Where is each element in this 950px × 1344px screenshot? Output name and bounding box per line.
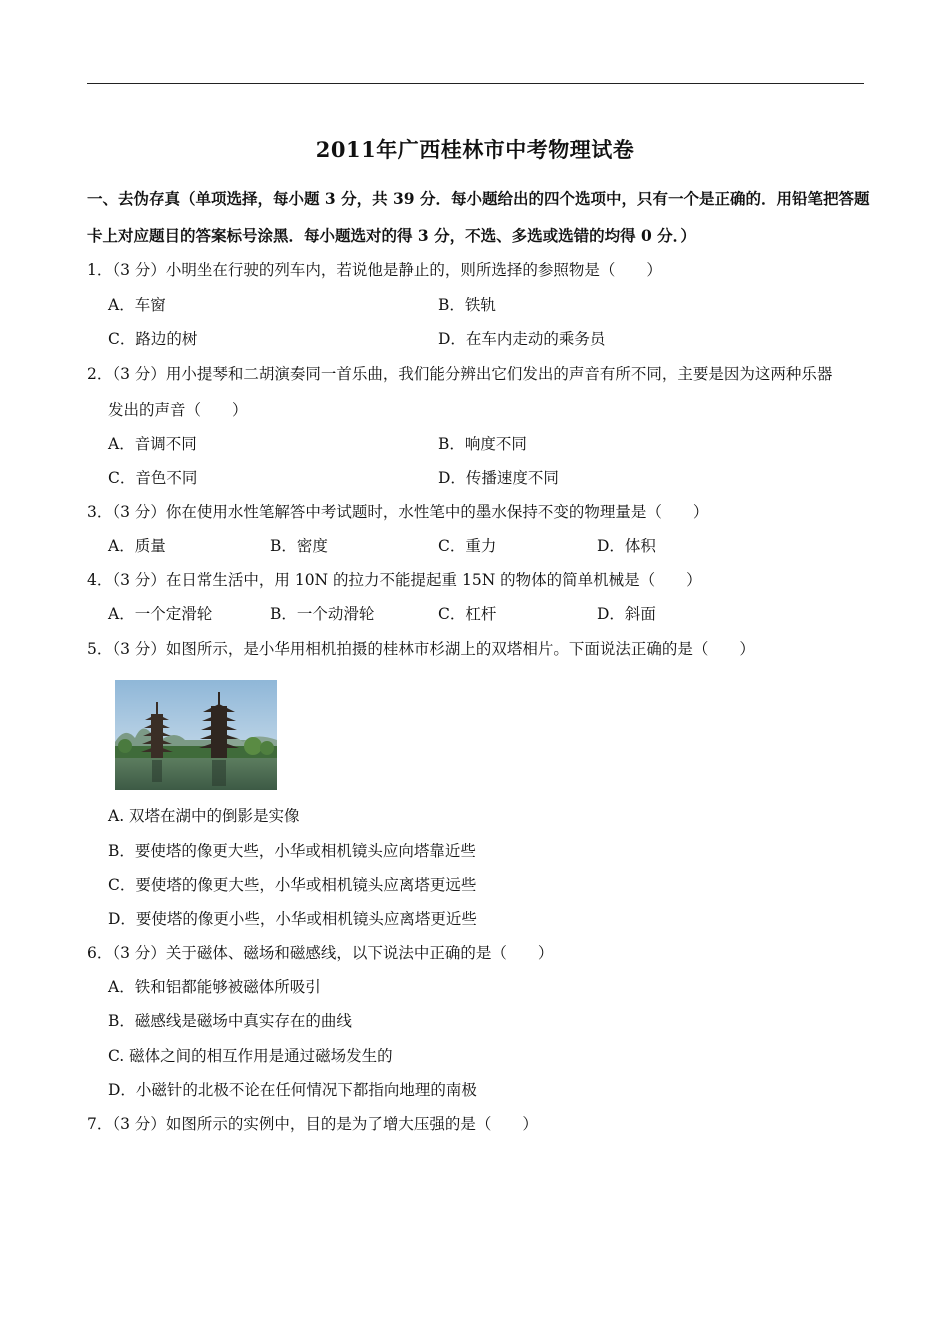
twin-pagoda-photo (115, 680, 277, 790)
question-2-stem-cont: 发出的声音（ ） (108, 401, 248, 419)
question-4-option-d: D．斜面 (597, 605, 656, 623)
question-2-option-d: D．传播速度不同 (438, 469, 559, 487)
question-3-option-c: C．重力 (438, 537, 497, 555)
question-5-stem: 5．（3 分）如图所示，是小华用相机拍摄的桂林市杉湖上的双塔相片。下面说法正确的是（ ） (87, 640, 755, 658)
section-heading-line-1: 一、去伪存真（单项选择，每小题 3 分，共 39 分．每小题给出的四个选项中，只有一个是正确的．用铅笔把答题 (87, 189, 870, 208)
question-7-stem: 7．（3 分）如图所示的实例中，目的是为了增大压强的是（ ） (87, 1115, 538, 1133)
question-1-option-c: C．路边的树 (108, 330, 198, 348)
question-5-option-a: A. 双塔在湖中的倒影是实像 (108, 807, 300, 825)
question-1-option-d: D．在车内走动的乘务员 (438, 330, 606, 348)
question-6-option-c: C. 磁体之间的相互作用是通过磁场发生的 (108, 1047, 393, 1065)
question-6-option-d: D．小磁针的北极不论在任何情况下都指向地理的南极 (108, 1081, 477, 1099)
question-6-stem: 6．（3 分）关于磁体、磁场和磁感线，以下说法中正确的是（ ） (87, 944, 554, 962)
question-4-option-b: B．一个动滑轮 (270, 605, 375, 623)
page-title: 2011年广西桂林市中考物理试卷 (315, 137, 635, 162)
question-6-option-b: B．磁感线是磁场中真实存在的曲线 (108, 1012, 352, 1030)
question-4-option-a: A．一个定滑轮 (108, 605, 213, 623)
question-3-option-d: D．体积 (597, 537, 656, 555)
twin-pagoda-illustration (115, 680, 277, 790)
section-heading-line-2: 卡上对应题目的答案标号涂黑．每小题选对的得 3 分，不选、多选或选错的均得 0 分．） (87, 226, 696, 245)
question-1-stem: 1．（3 分）小明坐在行驶的列车内，若说他是静止的，则所选择的参照物是（ ） (87, 261, 662, 279)
question-3-stem: 3．（3 分）你在使用水性笔解答中考试题时，水性笔中的墨水保持不变的物理量是（ ） (87, 503, 709, 521)
question-5-option-b: B．要使塔的像更大些，小华或相机镜头应向塔靠近些 (108, 842, 476, 860)
question-2-option-c: C．音色不同 (108, 469, 198, 487)
question-2-stem: 2．（3 分）用小提琴和二胡演奏同一首乐曲，我们能分辨出它们发出的声音有所不同，主要是因为这两种乐器 (87, 365, 833, 383)
question-4-stem: 4．（3 分）在日常生活中，用 10N 的拉力不能提起重 15N 的物体的简单机械是（ ） (87, 571, 702, 589)
question-5-option-c: C．要使塔的像更大些，小华或相机镜头应离塔更远些 (108, 876, 477, 894)
question-1-option-a: A．车窗 (108, 296, 166, 314)
question-6-option-a: A．铁和铝都能够被磁体所吸引 (108, 978, 321, 996)
question-3-option-b: B．密度 (270, 537, 328, 555)
question-2-option-b: B．响度不同 (438, 435, 527, 453)
question-2-option-a: A．音调不同 (108, 435, 197, 453)
question-1-option-b: B．铁轨 (438, 296, 496, 314)
question-3-option-a: A．质量 (108, 537, 166, 555)
question-5-option-d: D．要使塔的像更小些，小华或相机镜头应离塔更近些 (108, 910, 477, 928)
header-rule (87, 83, 864, 84)
question-4-option-c: C．杠杆 (438, 605, 497, 623)
